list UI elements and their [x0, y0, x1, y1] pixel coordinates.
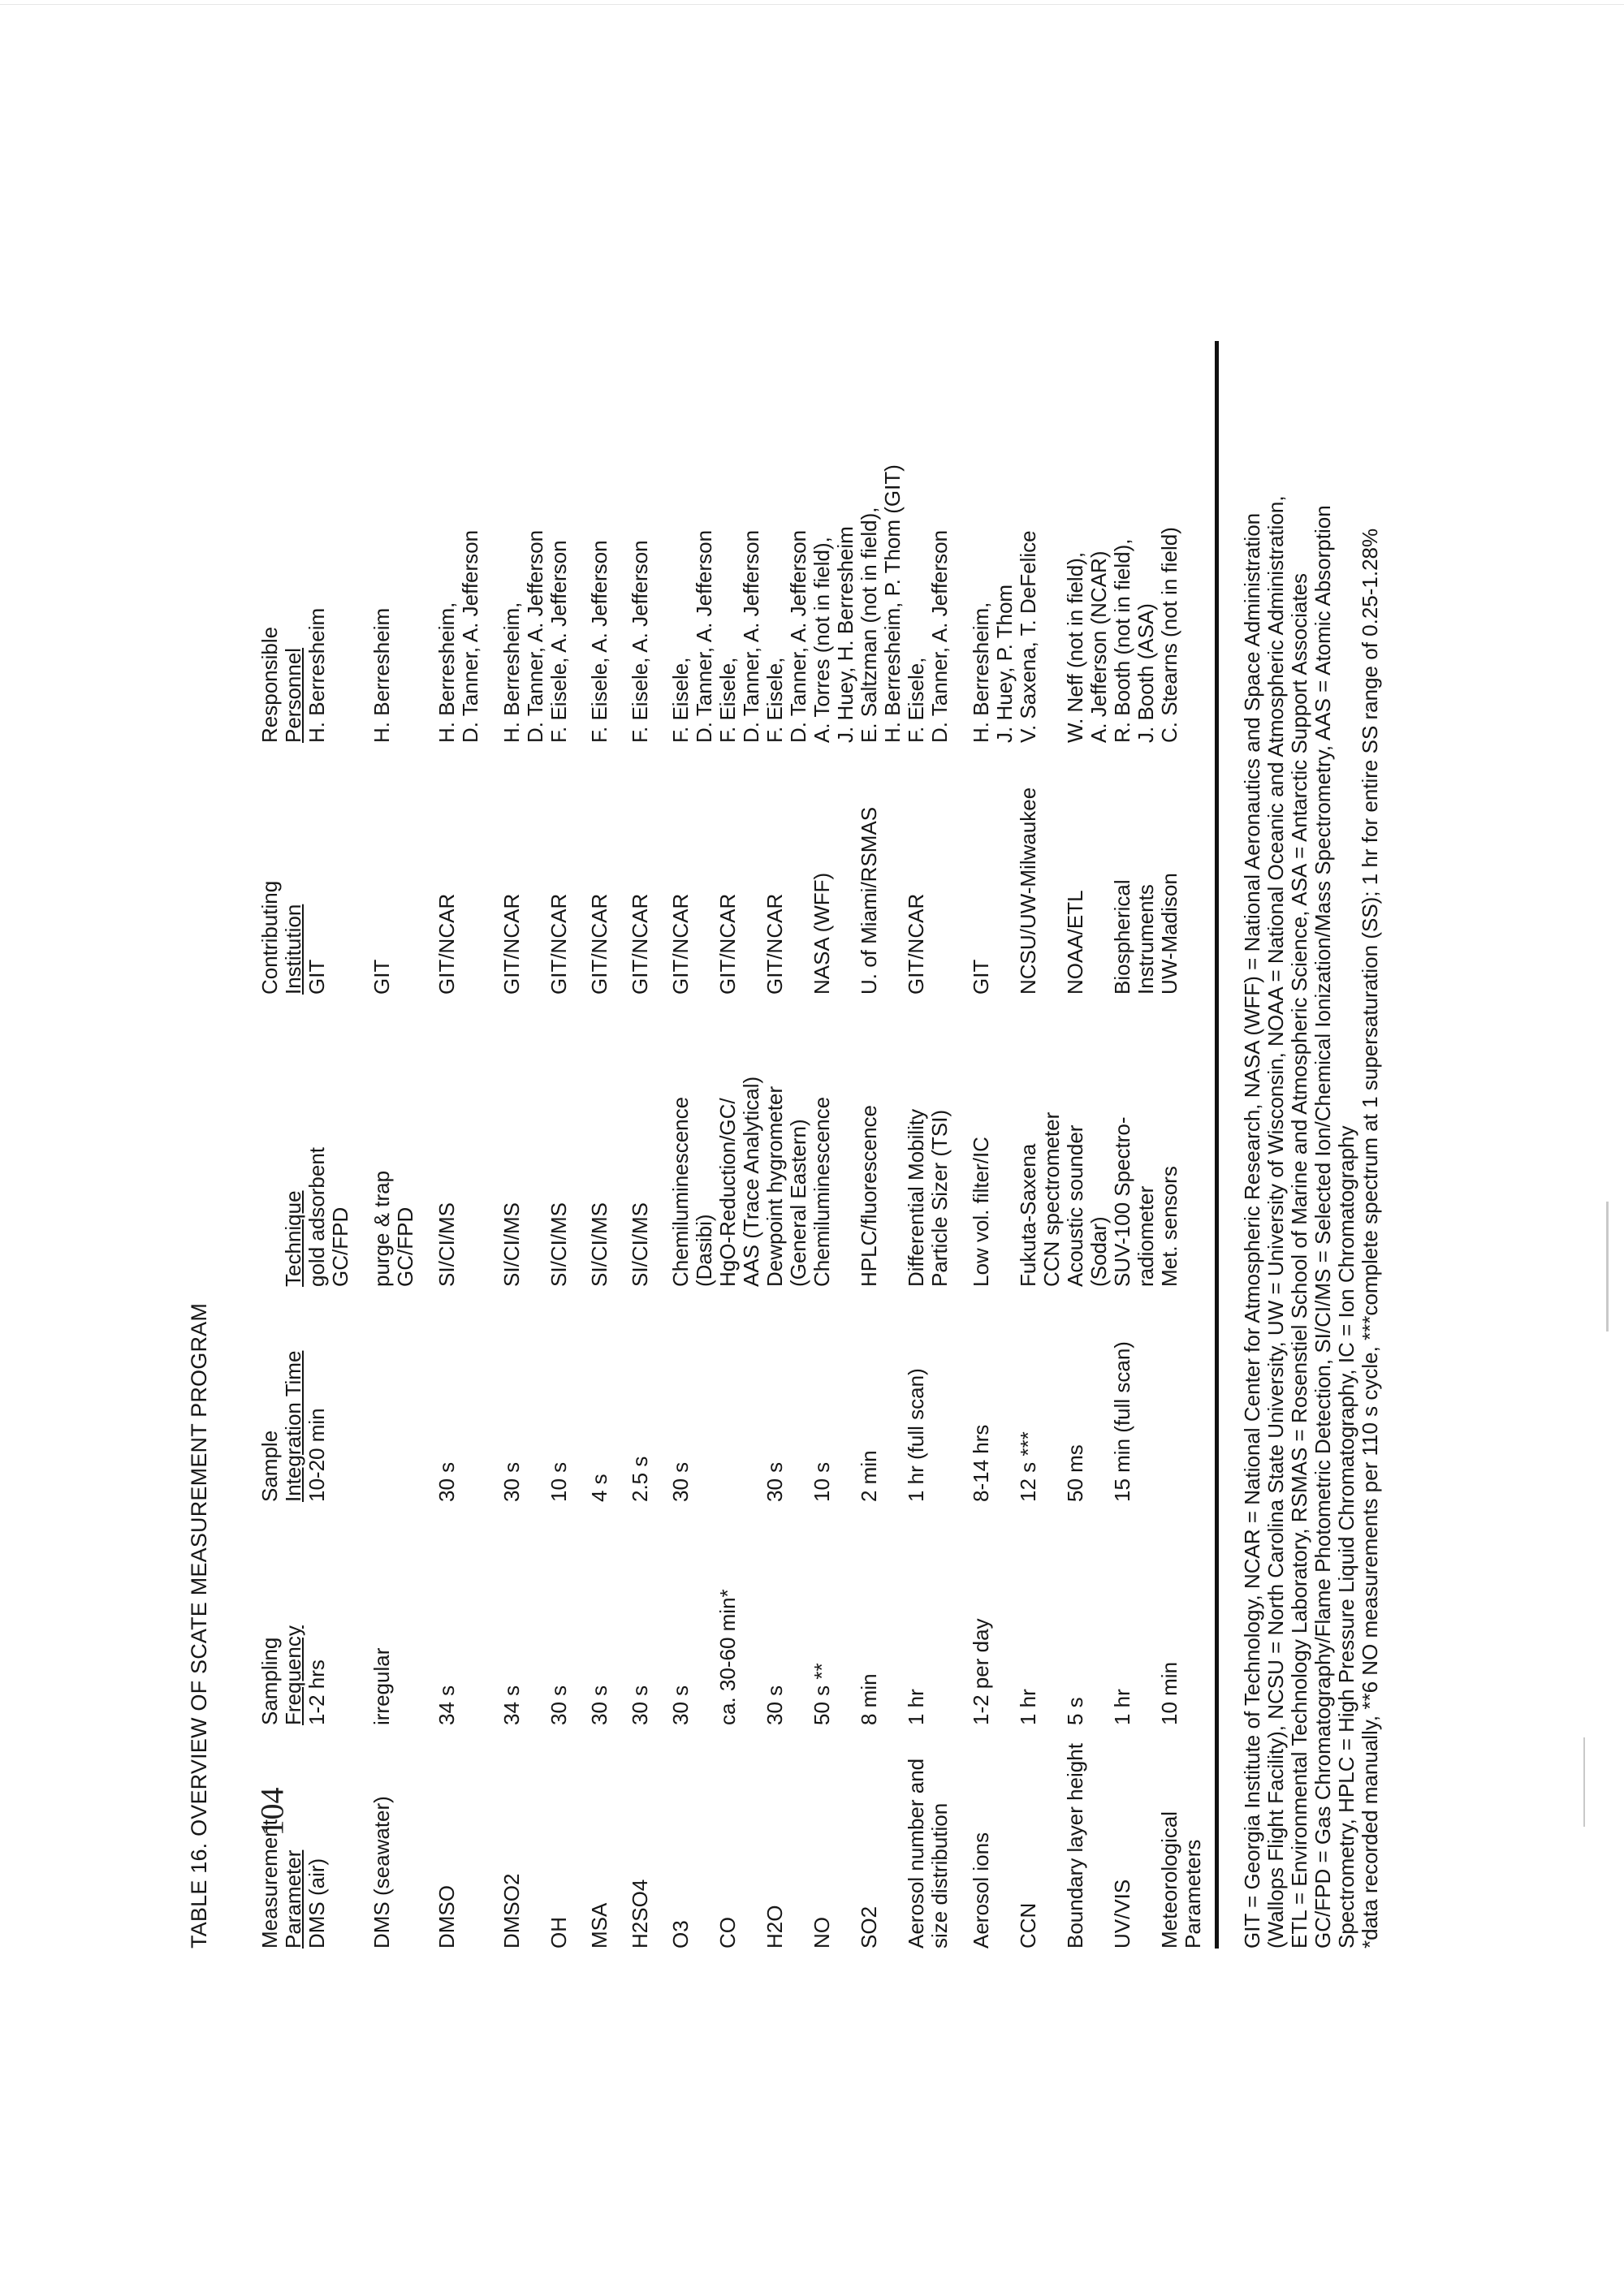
cell-text: SO2	[857, 1905, 881, 1949]
technique-cell	[547, 995, 588, 1287]
cell-text: O3	[668, 1920, 693, 1949]
table-header-row	[240, 341, 305, 1949]
cell-text: D. Tanner, A. Jefferson	[458, 529, 482, 743]
cell-text: NASA (WFF)	[810, 872, 834, 995]
footnote-line: Spectrometry, HPLC = High Pressure Liquid Chromatography, IC = Ion Chromatography	[1334, 1125, 1358, 1949]
cell-text: Meteorological	[1157, 1810, 1181, 1949]
cell-text: NOAA/ETL	[1063, 890, 1087, 995]
technique-cell	[763, 995, 810, 1287]
integration-time-cell	[716, 1287, 763, 1502]
cell-text: U. of Miami/RSMAS	[857, 806, 881, 995]
header-text: Technique	[281, 1190, 305, 1287]
cell-text: Parameters	[1181, 1839, 1205, 1949]
personnel-cell	[716, 341, 763, 743]
cell-text: Chemiluminescence	[810, 1096, 834, 1287]
cell-text: Aerosol ions	[969, 1832, 993, 1949]
table-row	[1111, 341, 1158, 1949]
footnote-line: (Wallops Flight Facility), NCSU = North Carolina State University, UW = University of Wisconsin, NOAA = National Oceanic and Atmospheric Administration,	[1263, 495, 1288, 1949]
cell-text: 34 s	[499, 1685, 524, 1725]
technique-cell	[716, 995, 763, 1287]
integration-time-cell	[1111, 1287, 1158, 1502]
cell-text: NO	[810, 1917, 834, 1949]
cell-text: 10 s	[810, 1461, 834, 1502]
parameter-cell	[905, 1725, 970, 1949]
integration-time-cell	[547, 1287, 588, 1502]
cell-text: (Sodar)	[1086, 1216, 1111, 1287]
cell-text: DMS (air)	[304, 1858, 329, 1949]
personnel-cell	[588, 341, 628, 743]
cell-text: CCN spectrometer	[1039, 1111, 1064, 1287]
technique-cell	[628, 995, 669, 1287]
institution-cell	[305, 743, 370, 995]
institution-cell	[857, 743, 905, 995]
cell-text: R. Booth (not in field),	[1110, 538, 1134, 743]
cell-text: 30 s	[668, 1685, 693, 1725]
cell-text: GIT	[304, 959, 329, 995]
cell-text: UW-Madison	[1157, 873, 1181, 995]
cell-text: Met. sensors	[1157, 1166, 1181, 1287]
personnel-cell	[628, 341, 669, 743]
parameter-cell	[1017, 1725, 1064, 1949]
institution-cell	[716, 743, 763, 995]
cell-text: UV/VIS	[1110, 1879, 1134, 1949]
cell-text: NCSU/UW-Milwaukee	[1016, 787, 1040, 995]
cell-text: D. Tanner, A. Jefferson	[927, 529, 952, 743]
parameter-cell	[970, 1725, 1017, 1949]
footnotes	[1241, 341, 1382, 1949]
cell-text: H. Berresheim, P. Thom (GIT)	[880, 464, 905, 743]
table-row	[905, 341, 970, 1949]
cell-text: F. Eisele, A. Jefferson	[628, 540, 652, 743]
cell-text: H2O	[762, 1905, 787, 1949]
institution-cell	[547, 743, 588, 995]
scan-edge-mark	[1606, 1202, 1609, 1331]
parameter-cell	[1111, 1725, 1158, 1949]
cell-text: 15 min (full scan)	[1110, 1341, 1134, 1502]
table-title: TABLE 16. OVERVIEW OF SCATE MEASUREMENT PROGRAM	[187, 1302, 211, 1949]
personnel-cell	[547, 341, 588, 743]
institution-cell	[1111, 743, 1158, 995]
cell-text: GIT/NCAR	[587, 893, 611, 995]
integration-time-cell	[1158, 1287, 1205, 1502]
cell-text: GIT/NCAR	[715, 893, 740, 995]
cell-text: GIT	[969, 959, 993, 995]
cell-text: irregular	[369, 1647, 394, 1725]
frequency-cell	[628, 1502, 669, 1725]
institution-cell	[1017, 743, 1064, 995]
cell-text: CCN	[1016, 1902, 1040, 1949]
cell-text: AAS (Trace Analytical)	[739, 1076, 763, 1287]
cell-text: DMSO2	[499, 1873, 524, 1949]
cell-text: 50 s **	[810, 1663, 834, 1725]
parameter-cell	[810, 1725, 857, 1949]
integration-time-cell	[305, 1287, 370, 1502]
footnote-line: *data recorded manually, **6 NO measurements per 110 s cycle, ***complete spectrum at 1 supersaturation (SS); 1 hr for entire SS range of 0.25-1.28%	[1358, 528, 1382, 1949]
scan-edge-mark	[1583, 1737, 1585, 1827]
table-row	[628, 341, 669, 1949]
personnel-cell	[1111, 341, 1158, 743]
header-text: Sample	[257, 1430, 282, 1502]
cell-text: H. Berresheim,	[499, 602, 524, 743]
integration-time-cell	[1064, 1287, 1111, 1502]
personnel-cell	[970, 341, 1017, 743]
cell-text: 1 hr	[904, 1689, 928, 1725]
header-text: Parameter	[281, 1849, 305, 1949]
header-text: Integration Time	[281, 1350, 305, 1502]
technique-cell	[435, 995, 500, 1287]
cell-text: H2SO4	[628, 1879, 652, 1949]
integration-time-cell	[500, 1287, 547, 1502]
parameter-cell	[716, 1725, 763, 1949]
cell-text: 30 s	[587, 1685, 611, 1725]
header-sampling-frequency	[240, 1502, 305, 1725]
cell-text: (General Eastern)	[786, 1119, 810, 1287]
cell-text: D. Tanner, A. Jefferson	[739, 529, 763, 743]
parameter-cell	[305, 1725, 370, 1949]
cell-text: SI/CI/MS	[587, 1202, 611, 1287]
cell-text: Acoustic sounder	[1063, 1124, 1087, 1287]
cell-text: 30 s	[762, 1685, 787, 1725]
cell-text: 1-2 per day	[969, 1618, 993, 1725]
cell-text: 10 s	[546, 1461, 571, 1502]
cell-text: CO	[715, 1917, 740, 1949]
cell-text: purge & trap	[369, 1170, 394, 1287]
frequency-cell	[500, 1502, 547, 1725]
cell-text: OH	[546, 1917, 571, 1949]
frequency-cell	[716, 1502, 763, 1725]
cell-text: 34 s	[434, 1685, 459, 1725]
cell-text: W. Neff (not in field),	[1063, 551, 1087, 743]
parameter-cell	[1064, 1725, 1111, 1949]
cell-text: 30 s	[546, 1685, 571, 1725]
cell-text: Aerosol number and	[904, 1758, 928, 1949]
cell-text: gold adsorbent	[304, 1146, 329, 1287]
table-row	[588, 341, 628, 1949]
technique-cell	[500, 995, 547, 1287]
cell-text: F. Eisele,	[904, 657, 928, 743]
header-text: Contributing	[257, 880, 282, 995]
technique-cell	[905, 995, 970, 1287]
personnel-cell	[500, 341, 547, 743]
technique-cell	[669, 995, 716, 1287]
institution-cell	[669, 743, 716, 995]
header-text: Personnel	[281, 647, 305, 743]
technique-cell	[588, 995, 628, 1287]
institution-cell	[810, 743, 857, 995]
cell-text: Fukuta-Saxena	[1016, 1143, 1040, 1287]
section-divider	[1215, 341, 1219, 1949]
institution-cell	[588, 743, 628, 995]
institution-cell	[905, 743, 970, 995]
cell-text: H. Berresheim	[304, 607, 329, 743]
cell-text: Biospherical	[1110, 879, 1134, 995]
personnel-cell	[763, 341, 810, 743]
frequency-cell	[763, 1502, 810, 1725]
integration-time-cell	[370, 1287, 435, 1502]
cell-text: 1 hr	[1016, 1689, 1040, 1725]
cell-text: 30 s	[762, 1461, 787, 1502]
personnel-cell	[1064, 341, 1111, 743]
cell-text: GIT/NCAR	[546, 893, 571, 995]
cell-text: Particle Sizer (TSI)	[927, 1109, 952, 1287]
technique-cell	[970, 995, 1017, 1287]
measurement-table	[240, 341, 1205, 1949]
cell-text: GIT/NCAR	[668, 893, 693, 995]
cell-text: Boundary layer height	[1063, 1743, 1087, 1949]
integration-time-cell	[970, 1287, 1017, 1502]
header-sample-integration-time	[240, 1287, 305, 1502]
frequency-cell	[970, 1502, 1017, 1725]
integration-time-cell	[810, 1287, 857, 1502]
footnote-line: GIT = Georgia Institute of Technology, NCAR = National Center for Atmospheric Research, NASA (WFF) = National Aeronautics and Space Administration	[1240, 512, 1264, 1949]
cell-text: D. Tanner, A. Jefferson	[523, 529, 547, 743]
cell-text: F. Eisele,	[715, 657, 740, 743]
personnel-cell	[1158, 341, 1205, 743]
cell-text: 1 hr	[1110, 1689, 1134, 1725]
institution-cell	[628, 743, 669, 995]
cell-text: 30 s	[434, 1461, 459, 1502]
institution-cell	[435, 743, 500, 995]
institution-cell	[970, 743, 1017, 995]
institution-cell	[1064, 743, 1111, 995]
cell-text: 4 s	[587, 1474, 611, 1502]
table-row	[305, 341, 370, 1949]
header-responsible-personnel	[240, 341, 305, 743]
institution-cell	[500, 743, 547, 995]
frequency-cell	[370, 1502, 435, 1725]
technique-cell	[1158, 995, 1205, 1287]
parameter-cell	[628, 1725, 669, 1949]
cell-text: 50 ms	[1063, 1444, 1087, 1502]
cell-text: GC/FPD	[393, 1206, 417, 1287]
frequency-cell	[1111, 1502, 1158, 1725]
frequency-cell	[305, 1502, 370, 1725]
header-text: Measurement	[257, 1819, 282, 1949]
table-row	[547, 341, 588, 1949]
cell-text: 1-2 hrs	[304, 1659, 329, 1725]
frequency-cell	[435, 1502, 500, 1725]
table-row	[370, 341, 435, 1949]
cell-text: Low vol. filter/IC	[969, 1137, 993, 1287]
frequency-cell	[857, 1502, 905, 1725]
header-technique	[240, 995, 305, 1287]
cell-text: 30 s	[668, 1461, 693, 1502]
cell-text: HgO-Reduction/GC/	[715, 1098, 740, 1287]
table-row	[435, 341, 500, 1949]
integration-time-cell	[1017, 1287, 1064, 1502]
cell-text: F. Eisele, A. Jefferson	[587, 540, 611, 743]
cell-text: 1 hr (full scan)	[904, 1368, 928, 1502]
cell-text: 10 min	[1157, 1661, 1181, 1725]
header-text: Sampling	[257, 1637, 282, 1725]
cell-text: A. Jefferson (NCAR)	[1086, 550, 1111, 743]
parameter-cell	[1158, 1725, 1205, 1949]
parameter-cell	[763, 1725, 810, 1949]
integration-time-cell	[628, 1287, 669, 1502]
header-text: Institution	[281, 904, 305, 995]
cell-text: 8-14 hrs	[969, 1424, 993, 1502]
frequency-cell	[1064, 1502, 1111, 1725]
cell-text: (Dasibi)	[692, 1214, 716, 1287]
cell-text: 8 min	[857, 1673, 881, 1725]
table-row	[763, 341, 810, 1949]
cell-text: V. Saxena, T. DeFelice	[1016, 530, 1040, 743]
cell-text: GIT/NCAR	[904, 893, 928, 995]
cell-text: J. Huey, P. Thom	[992, 584, 1017, 743]
cell-text: F. Eisele, A. Jefferson	[546, 540, 571, 743]
table-row	[970, 341, 1017, 1949]
cell-text: Differential Mobility	[904, 1108, 928, 1287]
table-row	[669, 341, 716, 1949]
rotated-table-block	[187, 341, 1382, 1949]
cell-text: A. Torres (not in field),	[810, 537, 834, 743]
table-row	[1158, 341, 1205, 1949]
cell-text: 5 s	[1063, 1697, 1087, 1725]
cell-text: GIT/NCAR	[434, 893, 459, 995]
cell-text: SI/CI/MS	[546, 1202, 571, 1287]
frequency-cell	[810, 1502, 857, 1725]
cell-text: DMS (seawater)	[369, 1796, 394, 1949]
technique-cell	[1017, 995, 1064, 1287]
frequency-cell	[669, 1502, 716, 1725]
table-row	[716, 341, 763, 1949]
institution-cell	[1158, 743, 1205, 995]
cell-text: SI/CI/MS	[628, 1202, 652, 1287]
personnel-cell	[435, 341, 500, 743]
cell-text: H. Berresheim,	[434, 602, 459, 743]
cell-text: E. Saltzman (not in field),	[857, 507, 881, 743]
technique-cell	[1111, 995, 1158, 1287]
cell-text: H. Berresheim	[369, 607, 394, 743]
cell-text: 2.5 s	[628, 1456, 652, 1502]
table-row	[857, 341, 905, 1949]
personnel-cell	[305, 341, 370, 743]
cell-text: GIT	[369, 959, 394, 995]
cell-text: F. Eisele,	[668, 657, 693, 743]
cell-text: 12 s ***	[1016, 1431, 1040, 1502]
institution-cell	[370, 743, 435, 995]
frequency-cell	[588, 1502, 628, 1725]
integration-time-cell	[435, 1287, 500, 1502]
cell-text: Dewpoint hygrometer	[762, 1085, 787, 1287]
cell-text: GIT/NCAR	[499, 893, 524, 995]
table-row	[1064, 341, 1111, 1949]
cell-text: SUV-100 Spectro-	[1110, 1116, 1134, 1287]
personnel-cell	[905, 341, 970, 743]
technique-cell	[857, 995, 905, 1287]
cell-text: D. Tanner, A. Jefferson	[692, 529, 716, 743]
frequency-cell	[1158, 1502, 1205, 1725]
parameter-cell	[857, 1725, 905, 1949]
frequency-cell	[905, 1502, 970, 1725]
cell-text: D. Tanner, A. Jefferson	[786, 529, 810, 743]
integration-time-cell	[763, 1287, 810, 1502]
cell-text: SI/CI/MS	[434, 1202, 459, 1287]
footnote-line: GC/FPD = Gas Chromatography/Flame Photometric Detection, SI/CI/MS = Selected Ion/Chemical Ionization/Mass Spectrometry, AAS = Atomic Absorption	[1311, 505, 1335, 1949]
cell-text: GIT/NCAR	[628, 893, 652, 995]
integration-time-cell	[857, 1287, 905, 1502]
personnel-cell	[810, 341, 857, 743]
technique-cell	[1064, 995, 1111, 1287]
integration-time-cell	[905, 1287, 970, 1502]
header-measurement-parameter	[240, 1725, 305, 1949]
technique-cell	[810, 995, 857, 1287]
cell-text: ca. 30-60 min*	[715, 1589, 740, 1725]
cell-text: C. Stearns (not in field)	[1157, 527, 1181, 743]
table-row	[810, 341, 857, 1949]
parameter-cell	[547, 1725, 588, 1949]
cell-text: 2 min	[857, 1450, 881, 1502]
header-text: Responsible	[257, 626, 282, 743]
parameter-cell	[370, 1725, 435, 1949]
frequency-cell	[547, 1502, 588, 1725]
cell-text: 10-20 min	[304, 1408, 329, 1502]
header-text: Frequency	[281, 1625, 305, 1725]
cell-text: radiometer	[1134, 1185, 1158, 1287]
parameter-cell	[500, 1725, 547, 1949]
cell-text: GC/FPD	[328, 1206, 352, 1287]
personnel-cell	[1017, 341, 1064, 743]
footnote-line: ETL = Environmental Technology Laboratory, RSMAS = Rosenstiel School of Marine and Atmospheric Science, ASA = Antarctic Support Associates	[1287, 572, 1311, 1949]
table-row	[500, 341, 547, 1949]
cell-text: H. Berresheim,	[969, 602, 993, 743]
cell-text: HPLC/fluorescence	[857, 1105, 881, 1287]
parameter-cell	[435, 1725, 500, 1949]
table-body	[305, 341, 1205, 1949]
scan-edge-mark	[0, 4, 1624, 5]
cell-text: Chemiluminescence	[668, 1096, 693, 1287]
cell-text: MSA	[587, 1902, 611, 1949]
cell-text: DMSO	[434, 1885, 459, 1949]
frequency-cell	[1017, 1502, 1064, 1725]
cell-text: GIT/NCAR	[762, 893, 787, 995]
cell-text: size distribution	[927, 1802, 952, 1949]
cell-text: SI/CI/MS	[499, 1202, 524, 1287]
cell-text: 30 s	[628, 1685, 652, 1725]
personnel-cell	[857, 341, 905, 743]
cell-text: F. Eisele,	[762, 657, 787, 743]
page-number: 104	[253, 1787, 291, 1836]
cell-text: Instruments	[1134, 884, 1158, 995]
integration-time-cell	[669, 1287, 716, 1502]
cell-text: 30 s	[499, 1461, 524, 1502]
header-contributing-institution	[240, 743, 305, 995]
parameter-cell	[588, 1725, 628, 1949]
technique-cell	[305, 995, 370, 1287]
institution-cell	[763, 743, 810, 995]
integration-time-cell	[588, 1287, 628, 1502]
parameter-cell	[669, 1725, 716, 1949]
cell-text: J. Booth (ASA)	[1134, 603, 1158, 743]
cell-text: J. Huey, H. Berresheim	[833, 526, 857, 743]
personnel-cell	[669, 341, 716, 743]
table-row	[1017, 341, 1064, 1949]
technique-cell	[370, 995, 435, 1287]
personnel-cell	[370, 341, 435, 743]
